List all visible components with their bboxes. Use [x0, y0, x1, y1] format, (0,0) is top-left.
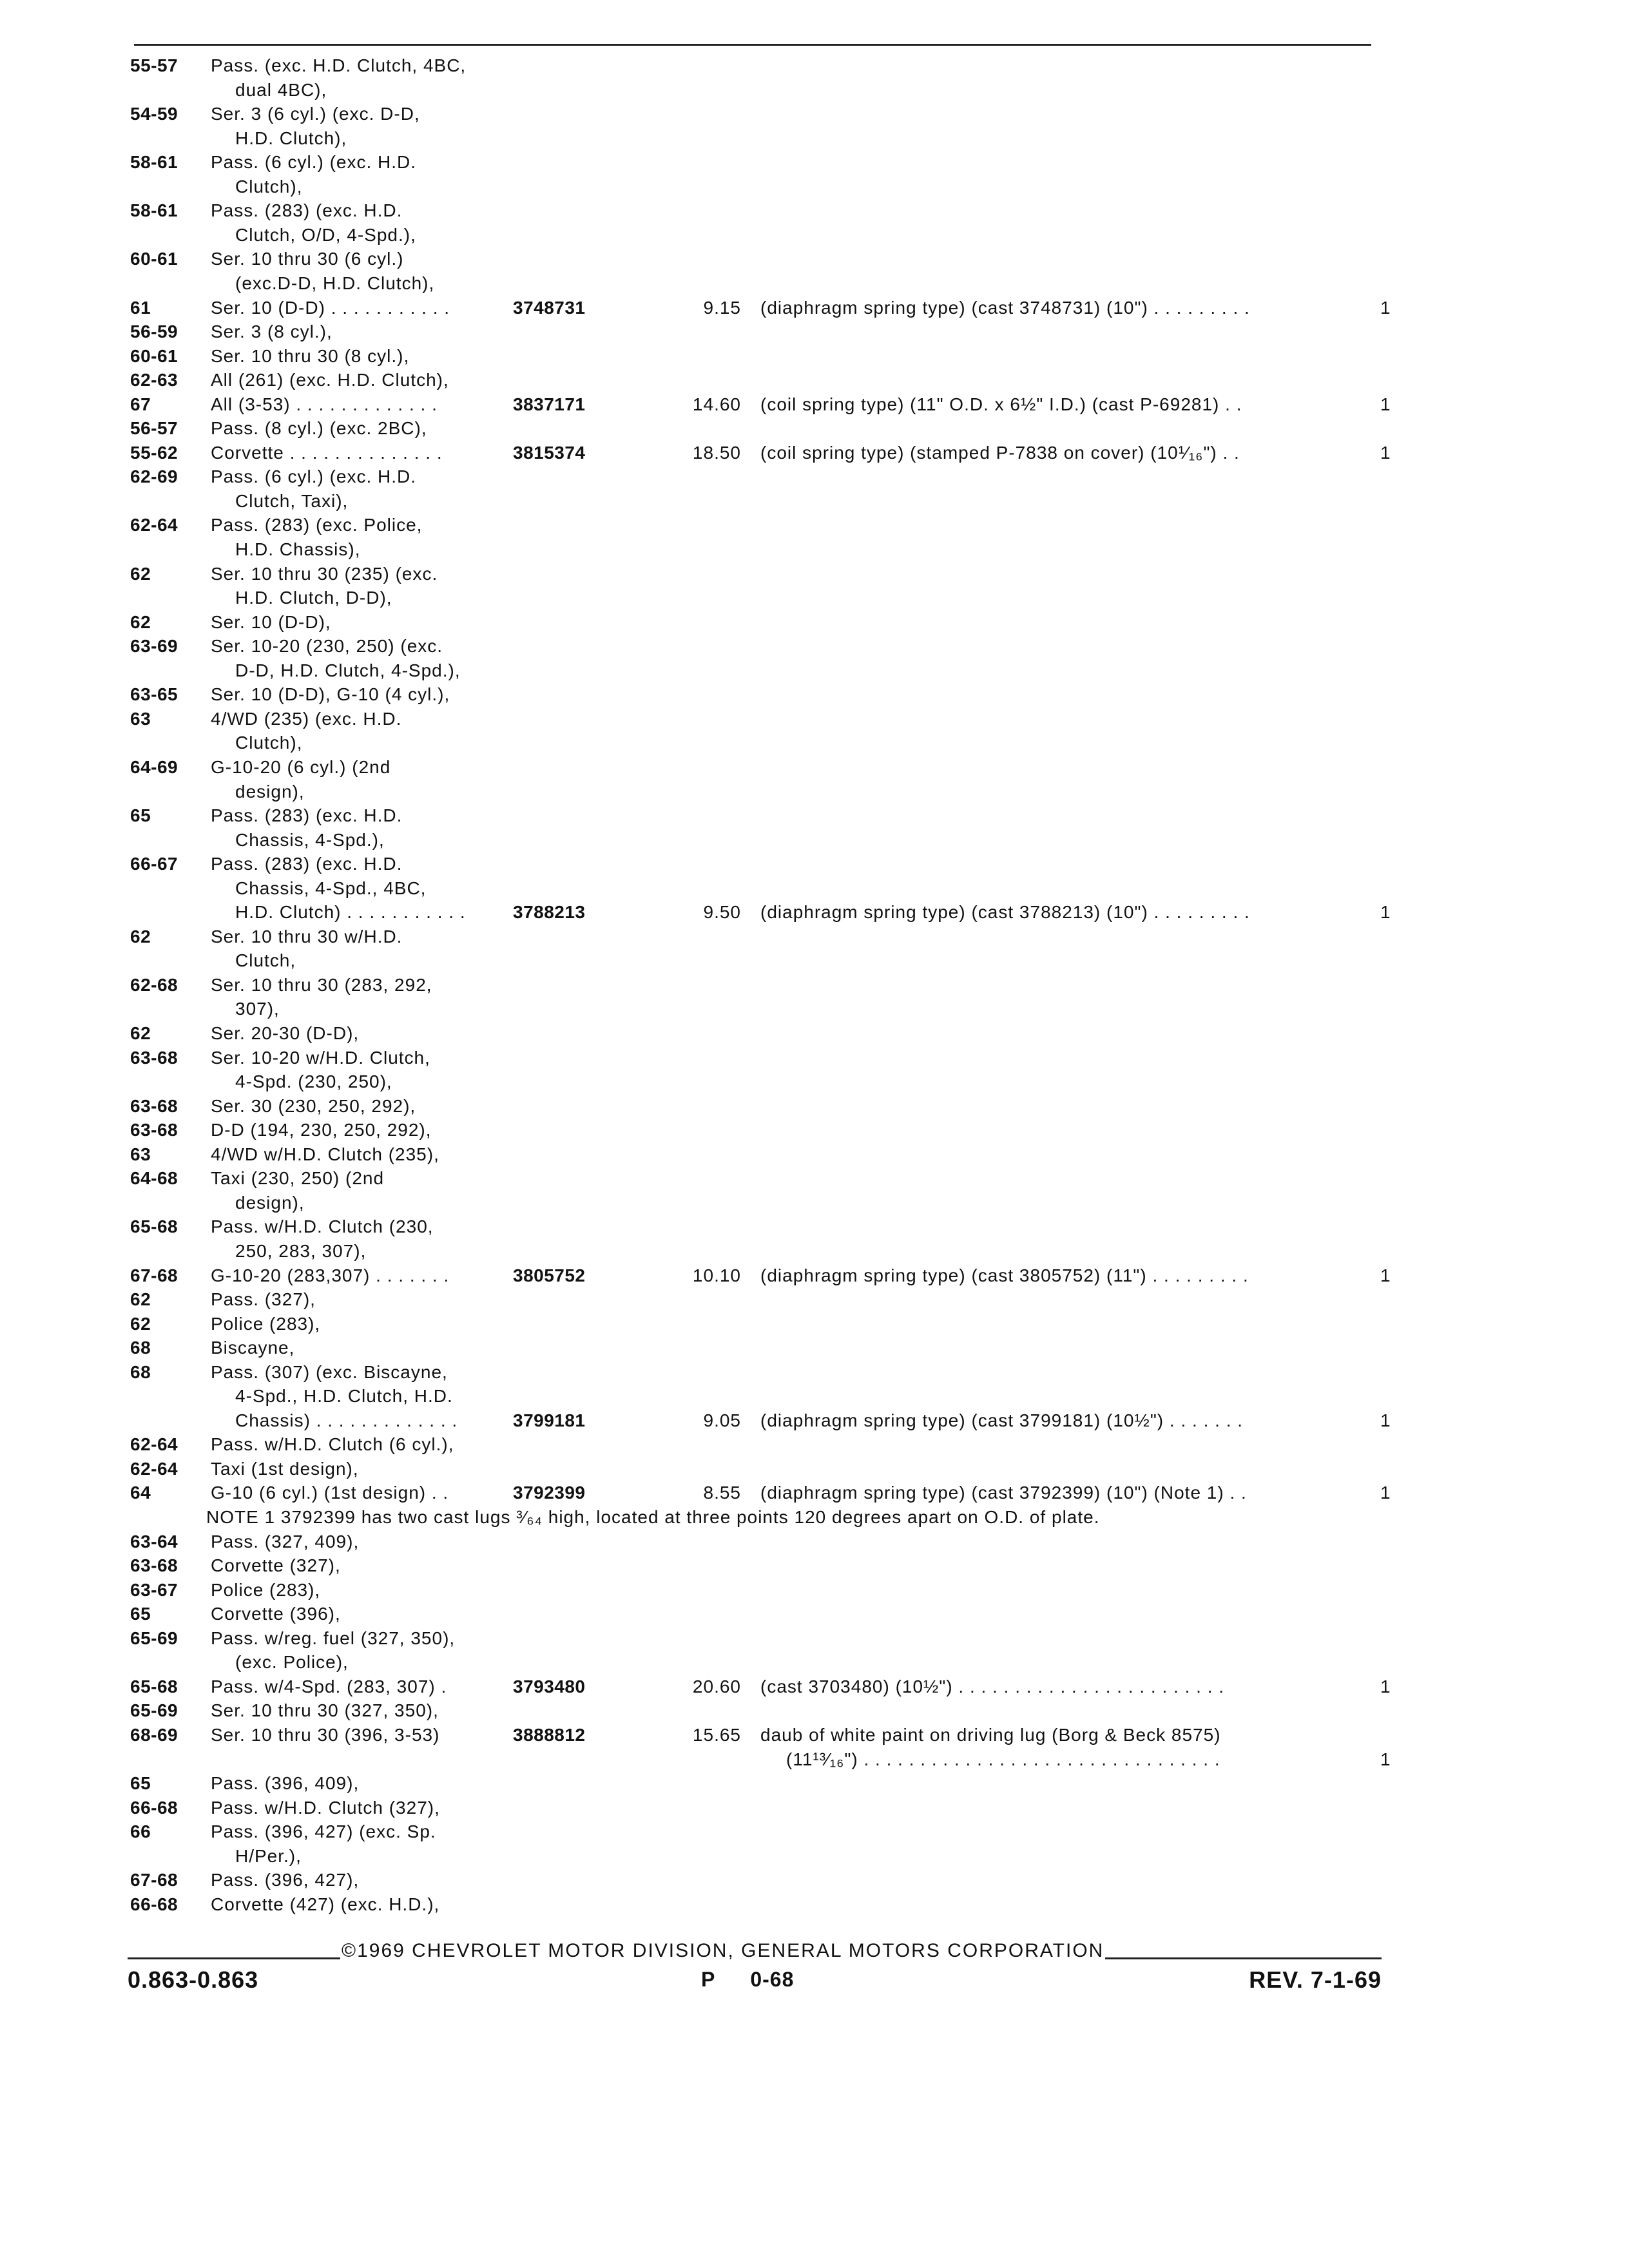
listing-row	[0, 53, 1629, 77]
application-description: G-10-20 (283,307) . . . . . . .	[211, 1265, 450, 1285]
model-years: 62-69	[130, 466, 178, 487]
model-years: 60-61	[130, 249, 178, 269]
listing-row	[0, 1530, 1629, 1553]
listing-row	[0, 513, 1629, 537]
listing-row	[0, 416, 1629, 440]
quantity: 1	[1380, 297, 1391, 318]
part-detail: (cast 3703480) (10½") . . . . . . . . . . . . . . . . . . . . . . . .	[760, 1676, 1225, 1696]
listing-row	[0, 175, 1629, 198]
application-description: Ser. 10 thru 30 w/H.D.	[211, 926, 403, 947]
model-years: 61	[130, 297, 151, 318]
model-years: 63	[130, 708, 151, 729]
application-description: Ser. 10-20 w/H.D. Clutch,	[211, 1047, 430, 1068]
listing-row	[0, 392, 1629, 416]
application-description: (exc. Police),	[235, 1652, 349, 1673]
listing-row	[0, 1118, 1629, 1142]
model-years: 62-68	[130, 974, 178, 995]
application-description: 250, 283, 307),	[235, 1240, 367, 1261]
model-years: 62-64	[130, 1458, 178, 1479]
application-description: Pass. w/H.D. Clutch (230,	[211, 1216, 434, 1237]
listing-row	[0, 1287, 1629, 1311]
part-detail: (diaphragm spring type) (cast 3792399) (10") (Note 1) . .	[760, 1483, 1247, 1503]
listing-row	[0, 1166, 1629, 1190]
model-years: 64	[130, 1483, 151, 1503]
listing-row	[0, 586, 1629, 610]
application-description: Ser. 10 (D-D), G-10 (4 cyl.),	[211, 684, 450, 705]
listing-row	[0, 1675, 1629, 1698]
application-description: Pass. w/H.D. Clutch (327),	[211, 1797, 440, 1818]
list-price: 10.10	[692, 1265, 741, 1285]
model-years: 63-65	[130, 684, 178, 705]
model-years: 65	[130, 1773, 151, 1794]
listing-row	[0, 610, 1629, 634]
model-years: 65-68	[130, 1216, 178, 1237]
application-description: Pass. (307) (exc. Biscayne,	[211, 1361, 448, 1382]
application-description: All (3-53) . . . . . . . . . . . . .	[211, 394, 438, 414]
model-years: 63-68	[130, 1120, 178, 1140]
model-years: 67	[130, 394, 151, 414]
application-description: G-10-20 (6 cyl.) (2nd	[211, 756, 391, 777]
application-description: 4/WD w/H.D. Clutch (235),	[211, 1144, 439, 1164]
listing-row	[0, 1844, 1629, 1868]
part-detail: (diaphragm spring type) (cast 3748731) (10") . . . . . . . . .	[760, 297, 1250, 318]
application-description: Ser. 10 thru 30 (327, 350),	[211, 1700, 439, 1721]
application-description: Pass. (396, 427),	[211, 1870, 360, 1890]
application-description: Ser. 10 thru 30 (6 cyl.)	[211, 249, 404, 269]
model-years: 65-69	[130, 1628, 178, 1648]
revision-date: REV. 7-1-69	[1249, 1966, 1382, 1993]
listing-row	[0, 948, 1629, 972]
part-detail: (diaphragm spring type) (cast 3788213) (10") . . . . . . . . .	[760, 902, 1250, 923]
application-description: H.D. Clutch),	[235, 128, 347, 148]
listing-row	[0, 1432, 1629, 1456]
listing-row	[0, 1457, 1629, 1481]
quantity: 1	[1380, 1676, 1391, 1696]
application-description: Pass. (6 cyl.) (exc. H.D.	[211, 466, 417, 487]
part-number: 3837171	[513, 394, 586, 414]
application-description: Chassis, 4-Spd., 4BC,	[235, 878, 427, 898]
listing-row	[0, 1070, 1629, 1093]
listing-row	[0, 1021, 1629, 1045]
model-years: 65	[130, 805, 151, 826]
listing-row	[0, 1820, 1629, 1843]
part-detail: daub of white paint on driving lug (Borg & Beck 8575)	[760, 1724, 1221, 1745]
part-number: 3805752	[513, 1265, 586, 1285]
listing-row	[0, 344, 1629, 368]
model-years: 62-64	[130, 1434, 178, 1455]
quantity: 1	[1380, 1749, 1391, 1769]
listing-row	[0, 997, 1629, 1021]
listing-row	[0, 803, 1629, 827]
application-description: Pass. (8 cyl.) (exc. 2BC),	[211, 418, 427, 439]
application-description: Police (283),	[211, 1579, 321, 1600]
model-years: 66-67	[130, 854, 178, 874]
listing-row	[0, 707, 1629, 731]
application-description: Pass. (327),	[211, 1289, 316, 1310]
listing-row	[0, 1360, 1629, 1384]
listing-row	[0, 1796, 1629, 1820]
application-description: Pass. w/H.D. Clutch (6 cyl.),	[211, 1434, 454, 1455]
application-description: Pass. (283) (exc. Police,	[211, 515, 423, 535]
quantity: 1	[1380, 394, 1391, 414]
application-description: Ser. 10 thru 30 (235) (exc.	[211, 563, 438, 584]
application-description: D-D (194, 230, 250, 292),	[211, 1120, 432, 1140]
part-detail: (11¹³⁄₁₆") . . . . . . . . . . . . . . . . . . . . . . . . . . . . . . . .	[786, 1749, 1220, 1769]
application-description: All (261) (exc. H.D. Clutch),	[211, 370, 449, 390]
application-description: Pass. (327, 409),	[211, 1531, 360, 1552]
model-years: 66-68	[130, 1894, 178, 1914]
listing-row	[0, 1336, 1629, 1360]
listing-row	[0, 198, 1629, 222]
model-years: 68	[130, 1361, 151, 1382]
application-description: Ser. 10 thru 30 (396, 3-53)	[211, 1724, 440, 1745]
application-description: Pass. (6 cyl.) (exc. H.D.	[211, 152, 417, 173]
application-description: (exc.D-D, H.D. Clutch),	[235, 273, 435, 293]
listing-row	[0, 1215, 1629, 1238]
model-years: 56-59	[130, 322, 178, 342]
model-years: 62	[130, 1289, 151, 1310]
copyright-line	[128, 1938, 1382, 1964]
listing-row	[0, 489, 1629, 513]
part-number: 3815374	[513, 442, 586, 463]
listing-row	[0, 1626, 1629, 1650]
application-description: Clutch),	[235, 733, 303, 753]
listing-row	[0, 150, 1629, 174]
model-years: 63-64	[130, 1531, 178, 1552]
listing-row	[0, 320, 1629, 343]
application-description: Pass. (exc. H.D. Clutch, 4BC,	[211, 55, 467, 75]
listing-row	[0, 1771, 1629, 1795]
model-years: 64-69	[130, 756, 178, 777]
model-years: 68-69	[130, 1724, 178, 1745]
model-years: 63-68	[130, 1555, 178, 1576]
model-years: 62-63	[130, 370, 178, 390]
application-description: Police (283),	[211, 1313, 321, 1334]
application-description: Pass. (283) (exc. H.D.	[211, 805, 403, 826]
application-description: D-D, H.D. Clutch, 4-Spd.),	[235, 660, 461, 680]
listing-row	[0, 247, 1629, 271]
model-years: 67-68	[130, 1265, 178, 1285]
model-years: 55-57	[130, 55, 178, 75]
list-price: 9.05	[703, 1410, 741, 1430]
model-years: 66-68	[130, 1797, 178, 1818]
listing-row	[0, 1698, 1629, 1722]
listing-row	[0, 1384, 1629, 1408]
listing-row	[0, 1553, 1629, 1577]
application-description: Pass. w/4-Spd. (283, 307) .	[211, 1676, 447, 1696]
model-years: 56-57	[130, 418, 178, 439]
listing-row	[0, 1239, 1629, 1263]
listing-row	[0, 465, 1629, 488]
listing-row	[0, 731, 1629, 754]
model-years: 58-61	[130, 152, 178, 173]
application-description: Corvette (427) (exc. H.D.),	[211, 1894, 440, 1914]
model-years: 63-68	[130, 1047, 178, 1068]
listing-row	[0, 1046, 1629, 1070]
application-description: Clutch,	[235, 950, 296, 971]
application-description: Ser. 10 thru 30 (283, 292,	[211, 974, 432, 995]
model-years: 55-62	[130, 442, 178, 463]
application-description: Ser. 10 (D-D) . . . . . . . . . . .	[211, 297, 450, 318]
application-description: 4-Spd., H.D. Clutch, H.D.	[235, 1386, 453, 1407]
page-footer	[128, 1938, 1382, 2015]
section-letter: P	[701, 1968, 716, 1991]
model-years: 63-68	[130, 1095, 178, 1116]
listing-row	[0, 1481, 1629, 1504]
listing-row	[0, 1142, 1629, 1166]
part-number: 3788213	[513, 902, 586, 923]
listing-row	[0, 1868, 1629, 1892]
listing-row	[0, 537, 1629, 561]
quantity: 1	[1380, 442, 1391, 463]
model-years: 60-61	[130, 345, 178, 366]
application-description: Clutch, O/D, 4-Spd.),	[235, 224, 416, 245]
list-price: 18.50	[692, 442, 741, 463]
listing-row	[0, 780, 1629, 803]
listing-row	[0, 368, 1629, 392]
listing-row	[0, 1312, 1629, 1336]
listing-row	[0, 1892, 1629, 1916]
application-description: Pass. (283) (exc. H.D.	[211, 200, 403, 221]
page-number: 0.863-0.863	[128, 1966, 259, 1993]
listing-row	[0, 828, 1629, 852]
listing-row	[0, 973, 1629, 997]
page-code: 0-68	[750, 1968, 795, 1991]
part-number: 3793480	[513, 1676, 586, 1696]
application-description: Pass. (283) (exc. H.D.	[211, 854, 403, 874]
application-description: 4/WD (235) (exc. H.D.	[211, 708, 402, 729]
application-description: Ser. 3 (6 cyl.) (exc. D-D,	[211, 104, 420, 124]
listing-row	[0, 634, 1629, 658]
model-years: 67-68	[130, 1870, 178, 1890]
application-description: H.D. Chassis),	[235, 539, 361, 559]
listing-row	[0, 1747, 1629, 1771]
application-description: Pass. (396, 427) (exc. Sp.	[211, 1821, 436, 1842]
page-reference	[701, 1968, 794, 1992]
application-description: G-10 (6 cyl.) (1st design) . .	[211, 1483, 449, 1503]
application-description: Ser. 10 thru 30 (8 cyl.),	[211, 345, 410, 366]
model-years: 65-69	[130, 1700, 178, 1721]
part-number: 3792399	[513, 1483, 586, 1503]
copyright-text: ©1969 CHEVROLET MOTOR DIVISION, GENERAL MOTORS CORPORATION	[342, 1940, 1104, 1961]
list-price: 9.15	[703, 297, 741, 318]
model-years: 63-67	[130, 1579, 178, 1600]
application-description: Ser. 10-20 (230, 250) (exc.	[211, 636, 443, 657]
listing-row	[0, 682, 1629, 706]
listing-row	[0, 900, 1629, 924]
application-description: Clutch, Taxi),	[235, 490, 349, 511]
part-number: 3799181	[513, 1410, 586, 1430]
listing-row	[0, 1264, 1629, 1287]
model-years: 62	[130, 1023, 151, 1043]
footer-rule-left	[128, 1957, 340, 1959]
application-description: Corvette (396),	[211, 1604, 341, 1624]
application-description: dual 4BC),	[235, 79, 327, 100]
list-price: 20.60	[692, 1676, 741, 1696]
listing-row	[0, 876, 1629, 900]
list-price: 8.55	[703, 1483, 741, 1503]
listing-row	[0, 1578, 1629, 1602]
application-description: Ser. 20-30 (D-D),	[211, 1023, 360, 1043]
model-years: 62	[130, 563, 151, 584]
quantity: 1	[1380, 902, 1391, 923]
listing-row	[0, 658, 1629, 682]
listing-row	[0, 102, 1629, 126]
model-years: 68	[130, 1338, 151, 1358]
footer-rule-right	[1105, 1957, 1382, 1959]
application-description: Chassis) . . . . . . . . . . . . .	[235, 1410, 458, 1430]
application-description: Pass. (396, 409),	[211, 1773, 360, 1794]
application-description: Corvette . . . . . . . . . . . . . .	[211, 442, 443, 463]
application-description: Taxi (1st design),	[211, 1458, 359, 1479]
part-detail: (coil spring type) (stamped P-7838 on cover) (10¹⁄₁₆") . .	[760, 442, 1240, 463]
application-description: Ser. 3 (8 cyl.),	[211, 322, 333, 342]
application-description: Pass. w/reg. fuel (327, 350),	[211, 1628, 456, 1648]
model-years: 66	[130, 1821, 151, 1842]
model-years: 64-68	[130, 1168, 178, 1189]
model-years: 65	[130, 1604, 151, 1624]
model-years: 65-68	[130, 1676, 178, 1696]
model-years: 58-61	[130, 200, 178, 221]
application-description: 307),	[235, 999, 280, 1019]
application-description: Clutch),	[235, 176, 303, 197]
listing-row	[0, 1650, 1629, 1674]
quantity: 1	[1380, 1265, 1391, 1285]
note-text: NOTE 1 3792399 has two cast lugs ³⁄₆₄ high, located at three points 120 degrees apart on O.D. of plate.	[206, 1507, 1100, 1527]
part-number: 3888812	[513, 1724, 586, 1745]
model-years: 62	[130, 611, 151, 632]
application-description: 4-Spd. (230, 250),	[235, 1072, 392, 1092]
listing-row	[0, 1723, 1629, 1747]
application-description: Corvette (327),	[211, 1555, 341, 1576]
listing-row	[0, 1191, 1629, 1215]
note-row	[0, 1505, 1629, 1529]
model-years: 54-59	[130, 104, 178, 124]
model-years: 63	[130, 1144, 151, 1164]
listing-row	[0, 562, 1629, 586]
listing-row	[0, 755, 1629, 779]
model-years: 62	[130, 1313, 151, 1334]
listing-row	[0, 271, 1629, 295]
application-description: Ser. 10 (D-D),	[211, 611, 331, 632]
part-detail: (diaphragm spring type) (cast 3799181) (10½") . . . . . . .	[760, 1410, 1244, 1430]
part-detail: (coil spring type) (11" O.D. x 6½" I.D.) (cast P-69281) . .	[760, 394, 1242, 414]
application-description: Chassis, 4-Spd.),	[235, 829, 385, 850]
quantity: 1	[1380, 1483, 1391, 1503]
part-detail: (diaphragm spring type) (cast 3805752) (11") . . . . . . . . .	[760, 1265, 1249, 1285]
model-years: 63-69	[130, 636, 178, 657]
listing-row	[0, 441, 1629, 465]
listing-row	[0, 1408, 1629, 1432]
list-price: 9.50	[703, 902, 741, 923]
application-description: Biscayne,	[211, 1338, 295, 1358]
application-description: design),	[235, 781, 305, 802]
application-description: H.D. Clutch, D-D),	[235, 588, 392, 608]
part-number: 3748731	[513, 297, 586, 318]
listing-row	[0, 1094, 1629, 1118]
application-description: Taxi (230, 250) (2nd	[211, 1168, 385, 1189]
listing-row	[0, 296, 1629, 320]
application-description: H/Per.),	[235, 1845, 302, 1866]
model-years: 62	[130, 926, 151, 947]
listing-row	[0, 925, 1629, 948]
listing-row	[0, 852, 1629, 876]
list-price: 15.65	[692, 1724, 741, 1745]
application-description: H.D. Clutch) . . . . . . . . . . .	[235, 902, 466, 923]
listing-row	[0, 78, 1629, 102]
application-description: design),	[235, 1192, 305, 1213]
quantity: 1	[1380, 1410, 1391, 1430]
listing-row	[0, 1602, 1629, 1626]
model-years: 62-64	[130, 515, 178, 535]
list-price: 14.60	[692, 394, 741, 414]
listing-row	[0, 223, 1629, 247]
listing-row	[0, 126, 1629, 150]
application-description: Ser. 30 (230, 250, 292),	[211, 1095, 416, 1116]
